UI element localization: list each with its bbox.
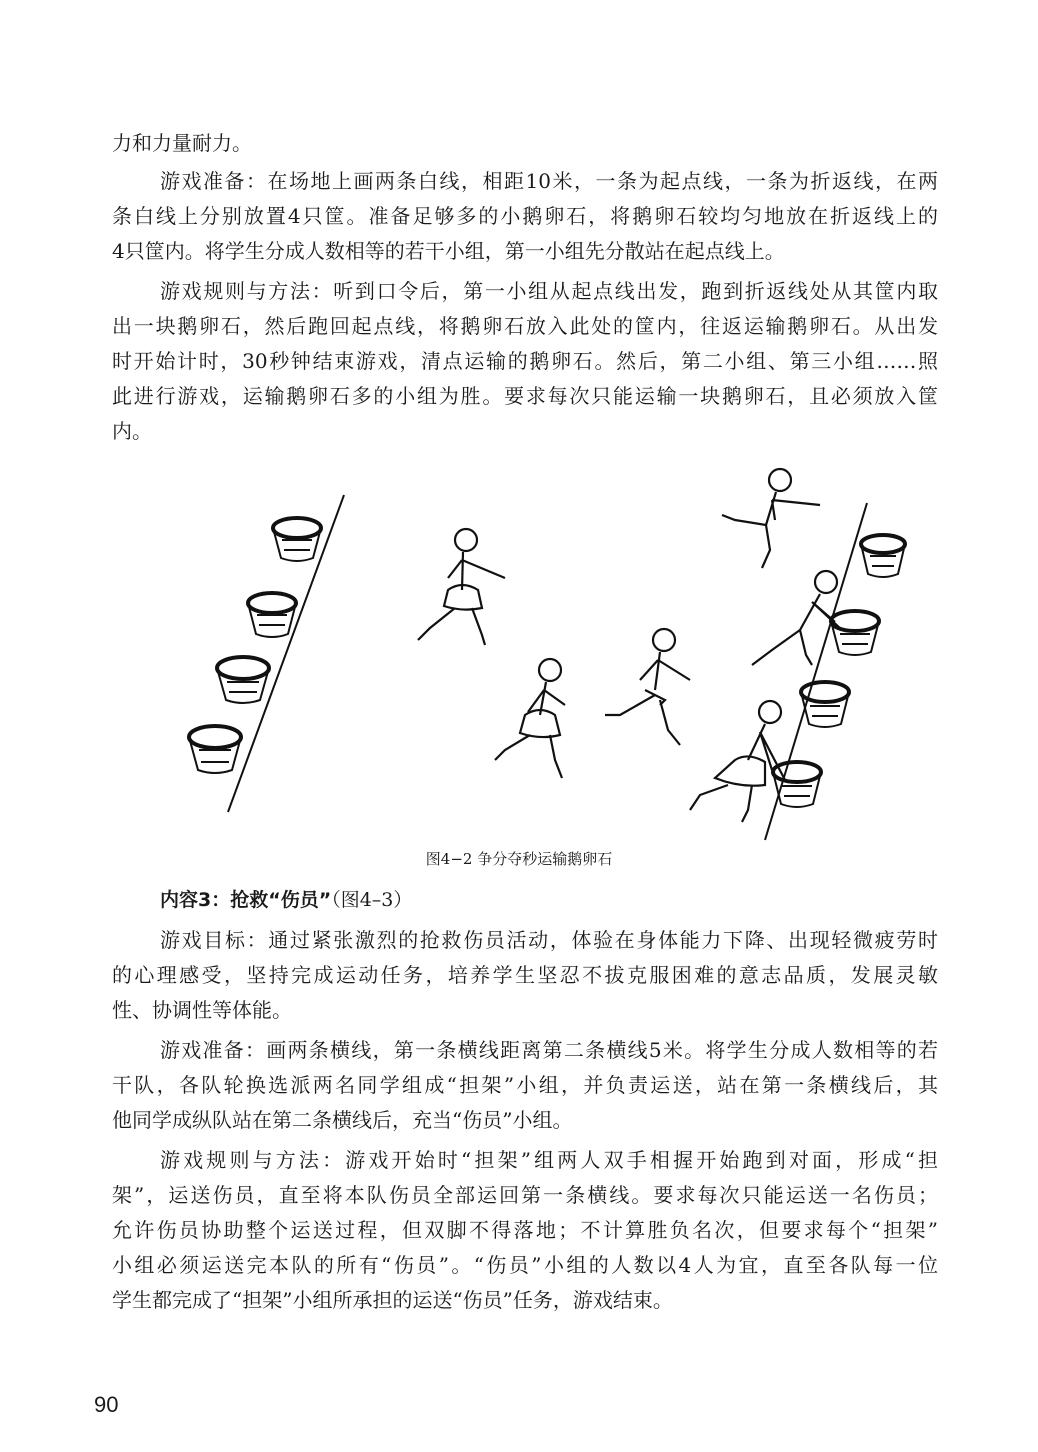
basket-icon	[273, 518, 321, 561]
paragraph-line: 游戏规则与方法：游戏开始时“担架”组两人双手相握开始跑到对面，形成“担	[160, 1148, 938, 1172]
paragraph-line: 游戏目标：通过紧张激烈的抢救伤员活动，体验在身体能力下降、出现轻微疲劳时	[160, 928, 938, 952]
paragraph-line: 游戏准备：在场地上画两条白线，相距10米，一条为起点线，一条为折返线，在两	[160, 169, 938, 193]
running-children	[418, 469, 842, 822]
child-figure	[605, 629, 690, 745]
paragraph-line: 学生都完成了“担架”小组所承担的运送“伤员”任务，游戏结束。	[112, 1288, 673, 1312]
basket-icon	[189, 726, 241, 773]
full-baskets	[773, 535, 905, 807]
paragraph-line: 架”，运送伤员，直至将本队伤员全部运回第一条横线。要求每次只能运送一名伤员；	[112, 1183, 938, 1207]
paragraph-line: 此进行游戏，运输鹅卵石多的小组为胜。要求每次只能运输一块鹅卵石，且必须放入筐	[112, 384, 938, 408]
basket-icon	[248, 593, 296, 637]
section-heading	[160, 887, 938, 913]
child-figure	[752, 571, 842, 665]
paragraph-line: 干队，各队轮换选派两名同学组成“担架”小组，并负责运送，站在第一条横线后，其	[112, 1073, 938, 1097]
paragraph-line: 条白线上分别放置4只筐。准备足够多的小鹅卵石，将鹅卵石较均匀地放在折返线上的	[112, 204, 938, 228]
page-number: 90	[94, 1392, 119, 1417]
paragraph-line: 小组必须运送完本队的所有“伤员”。“伤员”小组的人数以4人为宜，直至各队每一位	[112, 1253, 938, 1277]
paragraph-line: 出一块鹅卵石，然后跑回起点线，将鹅卵石放入此处的筐内，往返运输鹅卵石。从出发	[112, 314, 938, 338]
heading-figure-ref: （图4–3）	[331, 889, 413, 911]
child-figure	[722, 469, 820, 568]
paragraph-line: 游戏准备：画两条横线，第一条横线距离第二条横线5米。将学生分成人数相等的若	[160, 1038, 938, 1062]
paragraph-line: 他同学成纵队站在第二条横线后，充当“伤员”小组。	[112, 1108, 573, 1132]
paragraph-line: 的心理感受，坚持完成运动任务，培养学生坚忍不拔克服困难的意志品质，发展灵敏	[112, 963, 938, 987]
child-figure	[495, 659, 565, 778]
basket-icon	[831, 611, 879, 655]
basket-icon	[801, 682, 849, 727]
start-line	[228, 495, 344, 812]
paragraph-line: 内。	[112, 419, 152, 443]
basket-icon	[217, 657, 269, 703]
paragraph-line: 时开始计时，30秒钟结束游戏，清点运输的鹅卵石。然后，第二小组、第三小组……照	[112, 349, 938, 373]
empty-baskets	[189, 518, 321, 773]
paragraph-line: 允许伤员协助整个运送过程，但双脚不得落地；不计算胜负名次，但要求每个“担架”	[112, 1218, 938, 1242]
heading-title: 内容3：抢救“伤员”	[160, 889, 332, 911]
paragraph-line: 游戏规则与方法：听到口令后，第一小组从起点线出发，跑到折返线处从其筐内取	[160, 279, 938, 303]
child-figure	[418, 529, 505, 645]
paragraph-line: 性、协调性等体能。	[112, 998, 292, 1022]
basket-icon	[861, 535, 905, 577]
paragraph-line: 4只筐内。将学生分成人数相等的若干小组，第一小组先分散站在起点线上。	[112, 239, 785, 263]
child-figure	[690, 701, 785, 822]
figure-caption: 图4−2 争分夺秒运输鹅卵石	[425, 850, 613, 868]
paragraph-line: 力和力量耐力。	[112, 131, 252, 155]
